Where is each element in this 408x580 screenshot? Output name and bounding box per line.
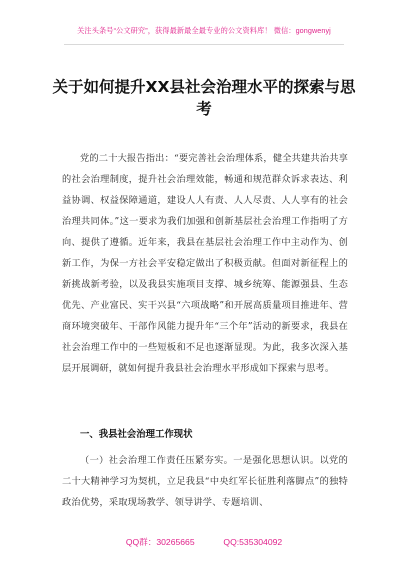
body-paragraph-1: 党的二十大报告指出：“要完善社会治理体系，健全共建共治共享的社会治理制度，提升社会治理效能，畅通和规范群众诉求表达、利益协调、权益保障通道，建设人人有责、人人尽责、人人享有的社会治理共同体。”这一要求为我们加强和创新基层社会治理工作指明了方向、提供了遵循。近年来，我县在基层社会治理工作中主动作为、创新工作，为保一方社会平安稳定做出了积极贡献。但面对新征程上的新挑战新考验，以及我县实施项目支撑、城乡统筹、能源强县、生态优先、产业富民、实干兴县“六项战略”和开展高质量项目推进年、营商环境突破年、干部作风能力提升年“三个年”活动的新要求，我县在社会治理工作中的一些短板和不足也逐渐显现。为此，我多次深入基层开展调研，就如何提升我县社会治理水平形成如下探索与思考。 (62, 153, 348, 374)
document-title: 关于如何提升XX县社会治理水平的探索与思考 (52, 78, 356, 118)
section-heading: 一、我县社会治理工作现状 (80, 429, 193, 440)
header-notice: 关注头条号“公文研究”，获得最新最全最专业的公文资料库！ 微信：gongwenyj (77, 26, 331, 35)
footer-qq-group: QQ群：30265665 (125, 537, 195, 547)
body-paragraph-2: （一）社会治理工作责任压紧夯实。一是强化思想认识。以党的二十大精神学习为契机，立足我县“中央红军长征胜利落脚点”的独特政治优势，采取现场教学、领导讲学、专题培训、 (62, 455, 348, 508)
footer-qq: QQ:535304092 (223, 537, 283, 547)
footer-contact (0, 536, 408, 548)
header-divider (64, 44, 344, 45)
